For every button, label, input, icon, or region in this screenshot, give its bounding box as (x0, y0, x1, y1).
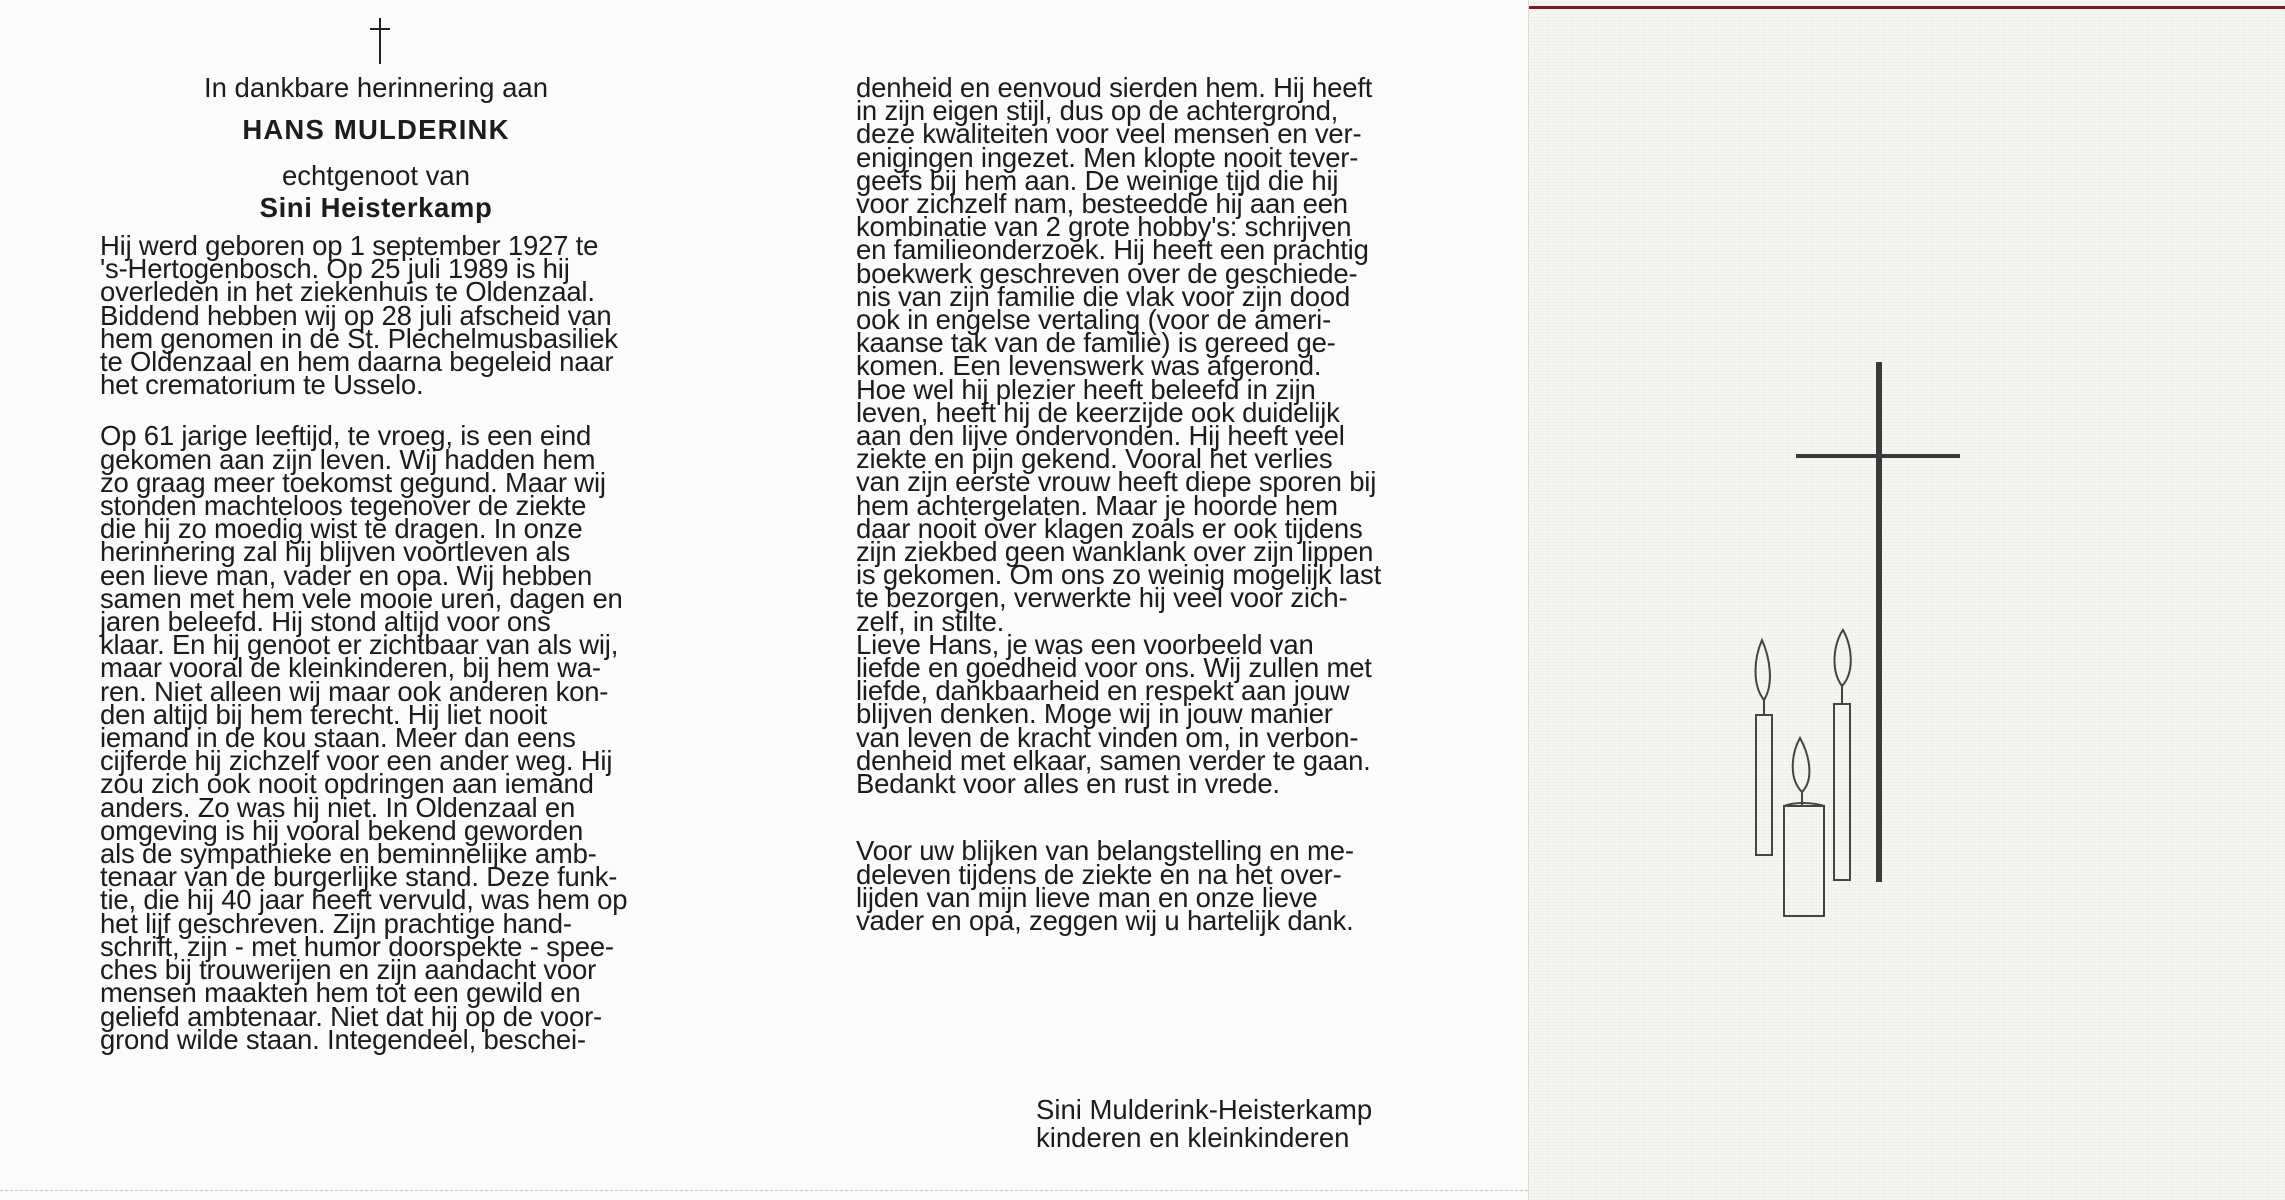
left-column (100, 230, 652, 1055)
text-line: nis van zijn familie die vlak voor zijn dood (856, 280, 1351, 312)
small-cross-icon (368, 18, 392, 64)
text-line: als de sympathieke en beminnelijke amb- (100, 838, 597, 870)
text-line: grond wilde staan. Integendeel, beschei- (100, 1023, 586, 1055)
text-line: enigingen ingezet. Men klopte nooit tever- (856, 141, 1359, 173)
candle-front-icon (1784, 738, 1824, 916)
text-line: anders. Zo was hij niet. In Oldenzaal en (100, 791, 576, 823)
text-line: geefs bij hem aan. De weinige tijd die hij (856, 164, 1339, 196)
text-line: een lieve man, vader en opa. Wij hebben (100, 559, 593, 591)
paragraph-thanks (856, 835, 1410, 936)
text-line: lijden van mijn lieve man en onze lieve (856, 881, 1318, 913)
text-line: den altijd bij hem terecht. Hij liet nooit (100, 698, 548, 730)
text-line: boekwerk geschreven over de geschiede- (856, 257, 1358, 289)
text-line: zelf, in stilte. (856, 605, 1005, 637)
text-line: van leven de kracht vinden om, in verbon- (856, 721, 1359, 753)
text-line: maar vooral de kleinkinderen, bij hem wa- (100, 652, 601, 684)
text-line: Biddend hebben wij op 28 juli afscheid van (100, 299, 612, 331)
text-line: denheid en eenvoud sierden hem. Hij heeft (856, 72, 1373, 103)
text-line: ches bij trouwerijen en zijn aandacht voor (100, 954, 597, 986)
text-line: het lijf geschreven. Zijn prachtige hand- (100, 907, 572, 939)
text-line: overleden in het ziekenhuis te Oldenzaal. (100, 276, 595, 308)
signature-family: kinderen en kleinkinderen (1036, 1122, 1350, 1153)
text-line: te bezorgen, verwerkte hij veel voor zich- (856, 582, 1348, 614)
text-line: aan den lijve ondervonden. Hij heeft veel (856, 420, 1345, 452)
text-line: schrift, zijn - met humor doorspekte - spee- (100, 930, 614, 962)
paragraph-character (856, 72, 1410, 800)
text-line: jaren beleefd. Hij stond altijd voor ons (100, 606, 551, 638)
text-line: cijferde hij zichzelf voor een ander weg. Hij (100, 745, 613, 777)
text-line: deleven tijdens de ziekte en na het over- (856, 858, 1342, 890)
text-line: geliefd ambtenaar. Niet dat hij op de voor- (100, 1000, 602, 1032)
candle-left-icon (1756, 640, 1773, 855)
card-fold-line (1528, 0, 1529, 1200)
deceased-name: HANS MULDERINK (242, 114, 510, 145)
signature-name: Sini Mulderink-Heisterkamp (1036, 1094, 1373, 1125)
text-line: Op 61 jarige leeftijd, te vroeg, is een eind (100, 420, 592, 452)
text-line: blijven denken. Moge wij in jouw manier (856, 698, 1333, 730)
text-line: iemand in de kou staan. Meer dan eens (100, 722, 576, 754)
cross-and-candles-illustration (1700, 340, 2000, 940)
candle-right-icon (1834, 630, 1851, 880)
paragraph-birth-death (100, 230, 652, 401)
text-line: gekomen aan zijn leven. Wij hadden hem (100, 443, 596, 475)
text-line: kaanse tak van de familie) is gereed ge- (856, 327, 1336, 359)
text-line: herinnering zal hij blijven voortleven als (100, 536, 571, 568)
text-line: daar nooit over klagen zoals er ook tijdens (856, 512, 1363, 544)
text-line: leven, heeft hij de keerzijde ook duidelijk (856, 396, 1340, 428)
text-line: is gekomen. Om ons zo weinig mogelijk last (856, 559, 1382, 591)
spouse-name: Sini Heisterkamp (259, 192, 493, 223)
paragraph-life (100, 420, 652, 1055)
text-line: Bedankt voor alles en rust in vrede. (856, 768, 1280, 800)
text-line: het crematorium te Usselo. (100, 369, 424, 401)
text-line: zo graag meer toekomst gegund. Maar wij (100, 466, 606, 498)
text-line: liefde en goedheid voor ons. Wij zullen met (856, 652, 1372, 684)
text-line: 's-Hertogenbosch. Op 25 juli 1989 is hij (100, 253, 570, 285)
spouse-label: echtgenoot van (281, 160, 471, 191)
text-line: samen met hem vele mooie uren, dagen en (100, 582, 623, 614)
text-line: Hij werd geboren op 1 september 1927 te (100, 230, 599, 261)
card-bottom-edge (0, 1190, 1528, 1191)
text-line: denheid met elkaar, samen verder te gaan. (856, 744, 1371, 776)
text-line: in zijn eigen stijl, dus op de achtergrond, (856, 95, 1339, 127)
intro-line: In dankbare herinnering aan (203, 72, 548, 103)
text-line: en familieonderzoek. Hij heeft een prachtig (856, 234, 1369, 266)
text-line: zou zich ook nooit opdringen aan iemand (100, 768, 594, 800)
text-line: Voor uw blijken van belangstelling en me- (856, 835, 1354, 867)
text-line: hem genomen in de St. Plechelmusbasiliek (100, 322, 618, 354)
text-line: klaar. En hij genoot er zichtbaar van als wij, (100, 629, 619, 661)
text-line: ook in engelse vertaling (voor de ameri- (856, 304, 1332, 336)
text-line: mensen maakten hem tot een gewild en (100, 977, 581, 1009)
text-line: Hoe wel hij plezier heeft beleefd in zijn (856, 373, 1316, 405)
text-line: liefde, dankbaarheid en respekt aan jouw (856, 675, 1350, 707)
text-line: kombinatie van 2 grote hobby's: schrijven (856, 211, 1352, 243)
text-line: tie, die hij 40 jaar heeft vervuld, was hem op (100, 884, 628, 916)
text-line: ziekte en pijn gekend. Vooral het verlies (856, 443, 1333, 475)
card-top-border (1528, 6, 2285, 9)
text-line: tenaar van de burgerlijke stand. Deze funk- (100, 861, 618, 893)
text-line: vader en opa, zeggen wij u hartelijk dank. (856, 904, 1354, 936)
text-line: deze kwaliteiten voor veel mensen en ver- (856, 118, 1362, 150)
text-line: voor zichzelf nam, besteedde hij aan een (856, 188, 1348, 220)
text-line: te Oldenzaal en hem daarna begeleid naar (100, 346, 614, 378)
text-line: Lieve Hans, je was een voorbeeld van (856, 628, 1314, 660)
text-line: omgeving is hij vooral bekend geworden (100, 814, 584, 846)
text-line: van zijn eerste vrouw heeft diepe sporen bij (856, 466, 1377, 498)
text-line: komen. Een levenswerk was afgerond. (856, 350, 1322, 382)
text-line: zijn ziekbed geen wanklank over zijn lippen (856, 536, 1374, 568)
middle-column (856, 72, 1410, 936)
text-line: stonden machteloos tegenover de ziekte (100, 490, 587, 522)
text-line: ren. Niet alleen wij maar ook anderen kon- (100, 675, 609, 707)
text-line: die hij zo moedig wist te dragen. In onze (100, 513, 583, 545)
text-line: hem achtergelaten. Maar je hoorde hem (856, 489, 1338, 521)
